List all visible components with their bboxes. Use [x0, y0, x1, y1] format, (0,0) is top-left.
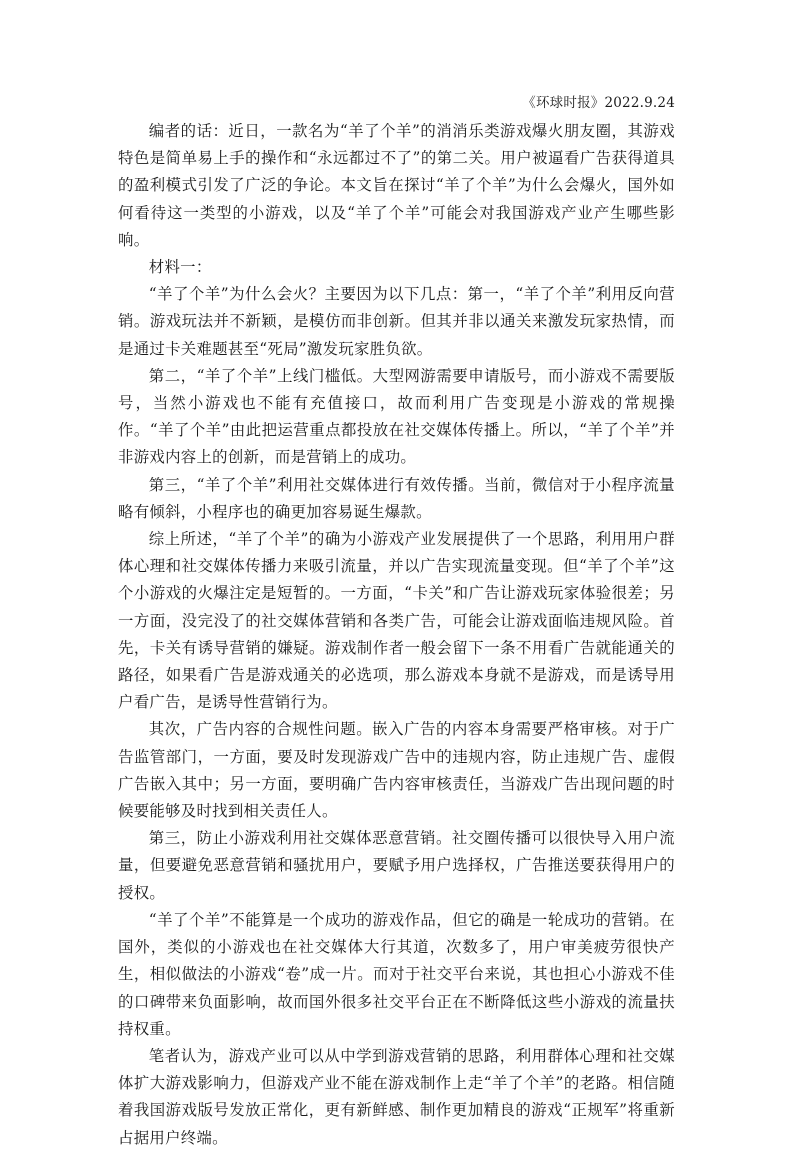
article-source: 《环球时报》2022.9.24: [522, 95, 675, 111]
article-paragraph: 第三，“羊了个羊”利用社交媒体进行有效传播。当前，微信对于小程序流量略有倾斜，小程序也的确更加容易诞生爆款。: [118, 475, 675, 521]
material-heading: 材料一：: [148, 258, 212, 277]
article-paragraph: 笔者认为，游戏产业可以从中学到游戏营销的思路，利用群体心理和社交媒体扩大游戏影响力，但游戏产业不能在游戏制作上走“羊了个羊”的老路。相信随着我国游戏版号发放正常化，更有新鲜感、制作更加精良的游戏“正规军”将重新占据用户终端。: [118, 1046, 675, 1147]
editor-note-paragraph: 编者的话：近日，一款名为“羊了个羊”的消消乐类游戏爆火朋友圈，其游戏特色是简单易上手的操作和“永远都过不了”的第二关。用户被逼看广告获得道具的盈利模式引发了广泛的争论。本文旨在探讨“羊了个羊”为什么会爆火，国外如何看待这一类型的小游戏，以及“羊了个羊”可能会对我国游戏产业产生哪些影响。: [118, 122, 675, 249]
article-paragraph: 第二，“羊了个羊”上线门槛低。大型网游需要申请版号，而小游戏不需要版号，当然小游戏也不能有充值接口，故而利用广告变现是小游戏的常规操作。“羊了个羊”由此把运营重点都投放在社交媒体传播上。所以，“羊了个羊”并非游戏内容上的创新，而是营销上的成功。: [118, 366, 675, 467]
article-paragraph: “羊了个羊”不能算是一个成功的游戏作品，但它的确是一轮成功的营销。在国外，类似的小游戏也在社交媒体大行其道，次数多了，用户审美疲劳很快产生，相似做法的小游戏“卷”成一片。而对于社交平台来说，其也担心小游戏不佳的口碑带来负面影响，故而国外很多社交平台正在不断降低这些小游戏的流量扶持权重。: [118, 910, 675, 1038]
article-paragraph: 第三，防止小游戏利用社交媒体恶意营销。社交圈传播可以很快导入用户流量，但要避免恶意营销和骚扰用户，要赋予用户选择权，广告推送要获得用户的授权。: [118, 829, 675, 902]
article-paragraph: 综上所述，“羊了个羊”的确为小游戏产业发展提供了一个思路，利用用户群体心理和社交媒体传播力来吸引流量，并以广告实现流量变现。但“羊了个羊”这个小游戏的火爆注定是短暂的。一方面，“卡关”和广告让游戏玩家体验很差；另一方面，没完没了的社交媒体营销和各类广告，可能会让游戏面临违规风险。首先，卡关有诱导营销的嫌疑。游戏制作者一般会留下一条不用看广告就能通关的路径，如果看广告是游戏通关的必选项，那么游戏本身就不是游戏，而是诱导用户看广告，是诱导性营销行为。: [118, 530, 675, 712]
article-paragraph: “羊了个羊”为什么会火？主要因为以下几点：第一，“羊了个羊”利用反向营销。游戏玩法并不新颖，是模仿而非创新。但其并非以通关来激发玩家热情，而是通过卡关难题甚至“死局”激发玩家胜负欲。: [118, 285, 675, 358]
article-paragraph: 其次，广告内容的合规性问题。嵌入广告的内容本身需要严格审核。对于广告监管部门，一方面，要及时发现游戏广告中的违规内容，防止违规广告、虚假广告嵌入其中；另一方面，要明确广告内容审核责任，当游戏广告出现问题的时候要能够及时找到相关责任人。: [118, 720, 675, 821]
article-page: [118, 92, 675, 1152]
